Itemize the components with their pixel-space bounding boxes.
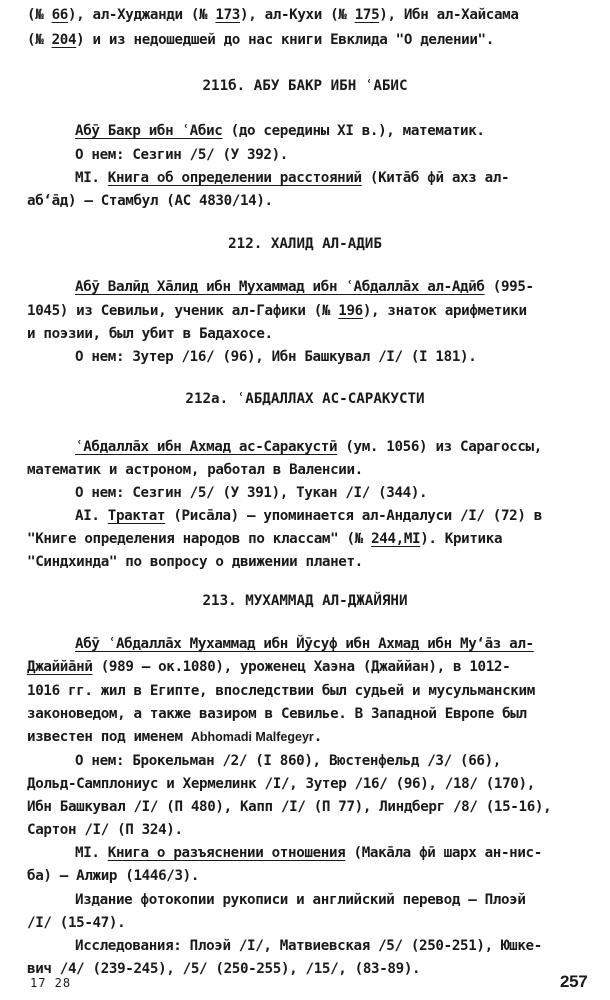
work-title: Трактат — [107, 508, 166, 524]
latin-name: Abhomadi Malfegeyr — [190, 730, 314, 744]
s212a-work-line-1 — [75, 506, 542, 526]
ref-link: 175 — [354, 7, 380, 23]
s212-para-line-2 — [27, 301, 527, 321]
work-id: МI. — [75, 170, 108, 186]
s213-para-line-1: Абӯ ʿАбдалла̄х Мухаммад ибн Йӯсуф ибн Ахмад ибн Му‘а̄з ал- — [75, 636, 534, 652]
person-name: ʿАбдалла̄х ибн Ахмад ас-Саракустӣ — [75, 439, 338, 455]
ref-link: 173 — [215, 7, 240, 23]
text: (ум. 1056) из Сарагоссы, — [337, 439, 542, 455]
section-heading-212a: 212а. ʿАБДАЛЛАХ АС-САРАКУСТИ — [185, 391, 425, 407]
text: ) и из недошедшей до нас книги Евклида "О делении". — [76, 32, 494, 48]
text: (№ — [27, 32, 52, 48]
text: ), Ибн ал-Хайсама — [379, 7, 519, 23]
text: ), знаток арифметики — [362, 303, 527, 319]
s213-about-line-3: Ибн Башкувал /I/ (П 480), Капп /I/ (П 77), Линдберг /8/ (15-16), — [27, 799, 552, 815]
work-title: Книга об определении расстояний — [107, 170, 362, 186]
s213-about-line-1: О нем: Брокельман /2/ (I 860), Вюстенфельд /3/ (66), — [75, 753, 501, 769]
intro-line-1 — [27, 5, 519, 25]
footer-code: 17 28 — [30, 976, 72, 990]
s211-work-line-2: аб‘а̄д) – Стамбул (АС 4830/14). — [27, 193, 273, 209]
text: (№ — [27, 7, 52, 23]
text: 1045) из Севильи, ученик ал-Гафики (№ — [27, 303, 339, 319]
text: ), ал-Кухи (№ — [240, 7, 355, 23]
ref-link: 204 — [51, 32, 77, 48]
text: (995- — [484, 279, 534, 295]
work-id: АI. — [75, 508, 108, 524]
text: (Мака̄ла фӣ шарх ан-нис- — [345, 845, 542, 861]
section-heading-213: 213. МУХАММАД АЛ-ДЖАЙЯНИ — [202, 593, 408, 609]
s213-para-line-2 — [27, 657, 510, 677]
intro-line-2 — [27, 30, 494, 50]
s212a-para-line-2: математик и астроном, работал в Валенсии. — [27, 462, 363, 478]
section-heading-212: 212. ХАЛИД АЛ-АДИБ — [228, 236, 382, 252]
s212a-work-line-2 — [27, 529, 502, 549]
s212a-about: О нем: Сезгин /5/ (У 391), Тукан /I/ (344). — [75, 485, 428, 501]
page-number: 257 — [560, 972, 588, 991]
person-name: Абӯ Бакр ибн ʿА̄бис — [75, 123, 223, 139]
s213-about-line-4: Сартон /I/ (П 324). — [27, 822, 183, 838]
work-id: МI. — [75, 845, 108, 861]
s213-para-line-3: 1016 гг. жил в Египте, впоследствии был судьей и мусульманским — [27, 683, 535, 699]
s213-para-line-5 — [27, 727, 322, 747]
s213-studies-line-2: вич /4/ (239-245), /5/ (250-255), /15/, (83-89). — [27, 961, 421, 977]
text: ). Критика — [420, 531, 503, 547]
text: (Риса̄ла) – упоминается ал-Андалуси /I/ (72) в — [165, 508, 542, 524]
ref-link: 66 — [51, 7, 68, 23]
text: "Книге определения народов по классам" (№ — [27, 531, 372, 547]
s211-work-line-1 — [75, 168, 509, 188]
s211-para-line-1 — [75, 121, 485, 141]
s212a-para-line-1 — [75, 437, 542, 457]
s212-para-line-1 — [75, 277, 534, 297]
s211-about: О нем: Сезгин /5/ (У 392). — [75, 147, 288, 163]
s213-studies-line-1: Исследования: Плоэй /I/, Матвиевская /5/ (250-251), Юшке- — [75, 938, 542, 954]
ref-link: 196 — [338, 303, 363, 319]
s212-para-line-3: и поэзии, был убит в Бадахосе. — [27, 326, 273, 342]
person-name: Абӯ Валӣд Ха̄лид ибн Мухаммад ибн ʿАбдалла̄х ал-Адӣб — [75, 279, 485, 295]
s213-work-line-1 — [75, 843, 542, 863]
text: (до середины XI в.), математик. — [222, 123, 485, 139]
text: известен под именем — [27, 729, 191, 745]
text: (989 – ок.1080), уроженец Хаэна (Джаййан), в 1012- — [92, 659, 511, 675]
s213-work-line-2: ба) – Алжир (1446/3). — [27, 868, 200, 884]
s213-about-line-2: Дольд-Самплониус и Хермелинк /I/, Зутер /16/ (96), /18/ (170), — [27, 776, 535, 792]
s213-para-line-4: законоведом, а также вазиром в Севилье. В Западной Европе был — [27, 706, 527, 722]
person-name: Джаййа̄нӣ — [27, 659, 93, 675]
s212-about: О нем: Зутер /16/ (96), Ибн Башкувал /I/ (I 181). — [75, 349, 477, 365]
ref-link: 244,МI — [371, 531, 421, 547]
s212a-work-line-3: "Синдхинда" по вопросу о движении планет. — [27, 554, 363, 570]
text: ), ал-Худжанди (№ — [67, 7, 216, 23]
work-title: Книга о разъяснении отношения — [107, 845, 346, 861]
text: (Кита̄б фӣ ахз ал- — [361, 170, 510, 186]
text: . — [313, 729, 322, 745]
s213-edition-line-2: /I/ (15-47). — [27, 915, 126, 931]
s213-edition-line-1: Издание фотокопии рукописи и английский перевод – Плоэй — [75, 892, 526, 908]
section-heading-211b: 211б. АБУ БАКР ИБН ʿАБИС — [202, 78, 408, 94]
